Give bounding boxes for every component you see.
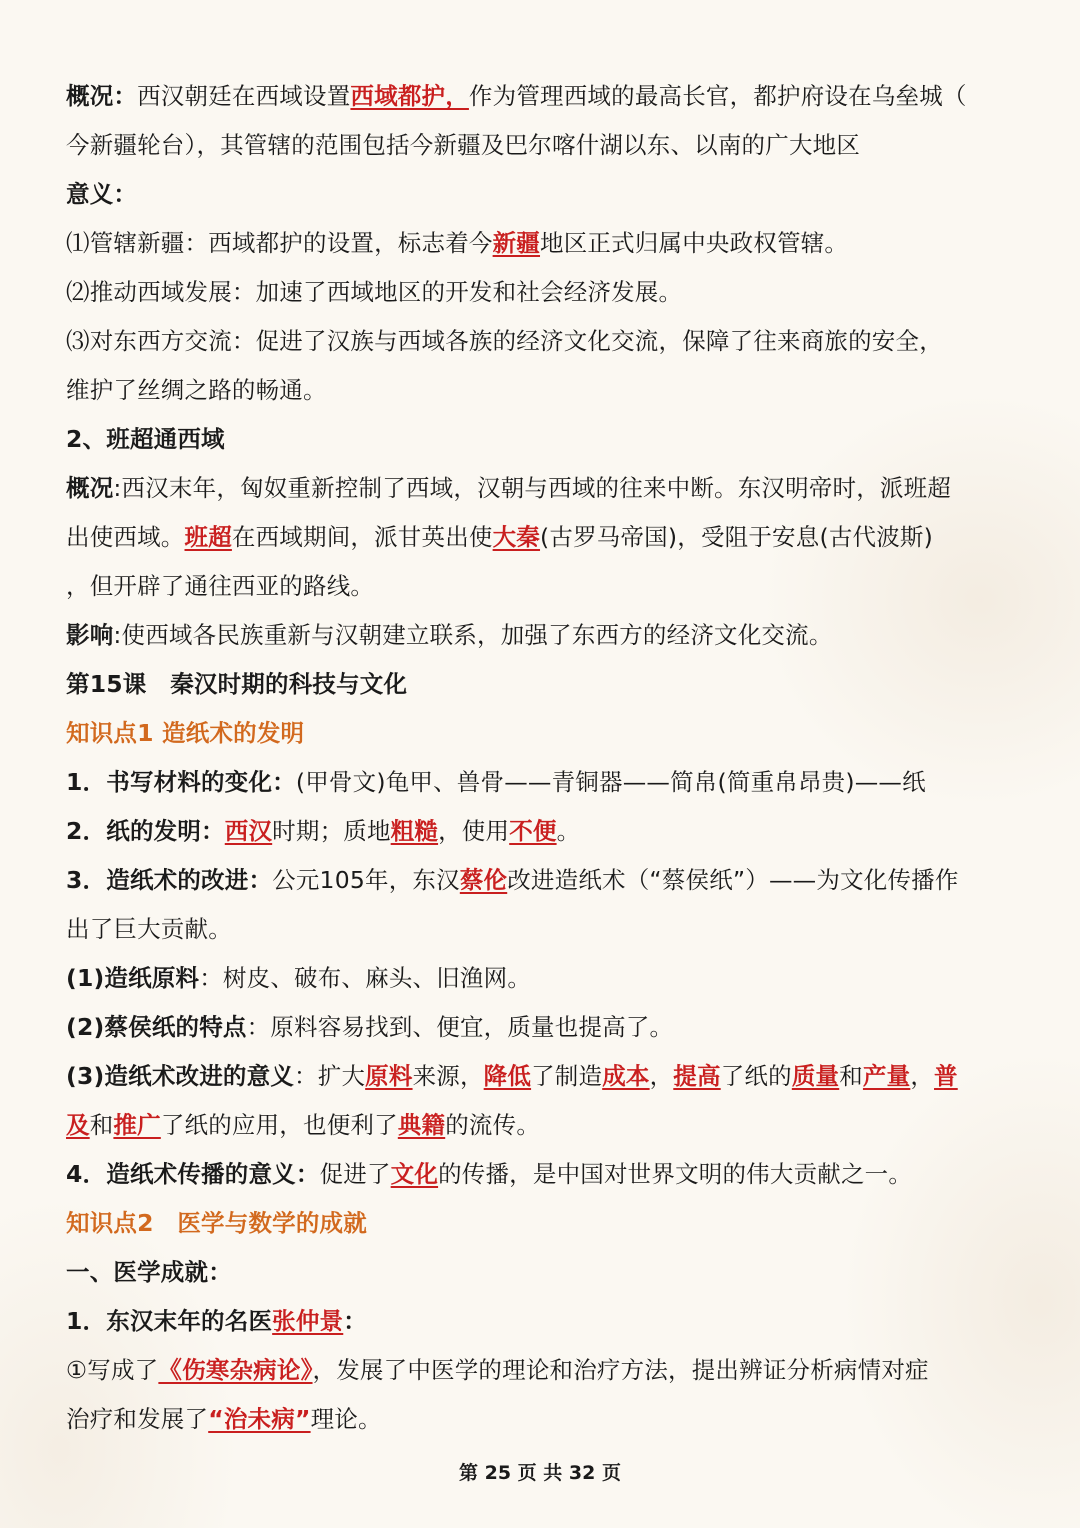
bold-label: 一、医学成就： (66, 1258, 232, 1286)
bold-label: 1．东汉末年的名医 (66, 1307, 273, 1335)
text-line (66, 807, 1026, 856)
page-footer: 第 25 页 共 32 页 (459, 1462, 621, 1484)
text-line (66, 1150, 1026, 1199)
text-segment: (甲骨文)龟甲、兽骨——青铜器——简帛(简重帛昂贵)——纸 (295, 768, 926, 796)
text-segment: 治疗和发展了 (66, 1405, 209, 1433)
text-segment: ， (649, 1062, 674, 1090)
highlight-keyword: 质量 (791, 1062, 840, 1090)
text-segment: 公元105年，东汉 (272, 866, 460, 894)
text-segment: 改进造纸术（“蔡侯纸”）——为文化传播作 (507, 866, 959, 894)
highlight-keyword: “治未病” (208, 1405, 311, 1433)
text-segment: 出使西域。 (66, 523, 185, 551)
text-segment: 时期；质地 (272, 817, 391, 845)
highlight-keyword: 西汉 (224, 817, 273, 845)
text-segment: 和 (839, 1062, 863, 1090)
bold-label: 1．书写材料的变化： (66, 768, 296, 796)
text-segment: 促进了 (319, 1160, 391, 1188)
text-segment: :西汉末年，匈奴重新控制了西域，汉朝与西域的往来中断。东汉明帝时，派班超 (113, 474, 952, 502)
text-segment: :使西域各民族重新与汉朝建立联系，加强了东西方的经济文化交流。 (113, 621, 833, 649)
text-line (66, 709, 1026, 758)
bold-label: 概况 (66, 474, 114, 502)
bold-label: (1)造纸原料 (66, 964, 200, 992)
text-line (66, 366, 1026, 415)
bold-label: 影响 (66, 621, 114, 649)
bold-label: 第15课 秦汉时期的科技与文化 (66, 670, 408, 698)
bold-label: 2、班超通西域 (66, 425, 225, 453)
text-segment: 理论。 (310, 1405, 382, 1433)
text-line (66, 905, 1026, 954)
highlight-keyword: 蔡伦 (459, 866, 508, 894)
text-segment: 作为管理西域的最高长官，都护府设在乌垒城（ (468, 82, 967, 110)
highlight-keyword: 及 (66, 1111, 90, 1139)
highlight-keyword: 不便 (509, 817, 557, 845)
text-segment: ⑶对东西方交流：促进了汉族与西域各族的经济文化交流，保障了往来商旅的安全， (66, 327, 943, 355)
text-segment: 维护了丝绸之路的畅通。 (66, 376, 327, 404)
text-line (66, 1003, 1026, 1052)
highlight-keyword: 成本 (602, 1062, 650, 1090)
text-line (66, 562, 1026, 611)
text-line (66, 219, 1026, 268)
bold-label: ： (343, 1307, 367, 1335)
text-segment: 地区正式归属中央政权管辖。 (540, 229, 849, 257)
text-segment: ①写成了 (66, 1356, 159, 1384)
text-segment: 了纸的 (720, 1062, 792, 1090)
highlight-keyword: 普 (934, 1062, 958, 1090)
text-segment: (古罗马帝国)，受阻于安息(古代波斯) (540, 523, 933, 551)
text-line (66, 1346, 1026, 1395)
text-segment: 的流传。 (445, 1111, 541, 1139)
text-line (66, 121, 1026, 170)
bold-label: 意义： (66, 180, 138, 208)
text-line (66, 1199, 1026, 1248)
text-line (66, 317, 1026, 366)
text-segment: 来源， (412, 1062, 484, 1090)
text-segment: ⑵推动西域发展：加速了西域地区的开发和社会经济发展。 (66, 278, 683, 306)
text-segment: ：树皮、破布、麻头、旧渔网。 (199, 964, 532, 992)
text-line (66, 1395, 1026, 1444)
text-segment: ：扩大 (294, 1062, 366, 1090)
bold-label: 2．纸的发明： (66, 817, 225, 845)
highlight-keyword: 原料 (365, 1062, 413, 1090)
text-line (66, 464, 1026, 513)
text-segment: 。 (556, 817, 581, 845)
bold-label: 4．造纸术传播的意义： (66, 1160, 320, 1188)
highlight-keyword: 提高 (673, 1062, 721, 1090)
text-segment: ，发展了中医学的理论和治疗方法，提出辨证分析病情对症 (312, 1356, 929, 1384)
text-line (66, 954, 1026, 1003)
text-segment: ，使用 (438, 817, 510, 845)
highlight-keyword: 新疆 (492, 229, 541, 257)
highlight-keyword: 西域都护， (350, 82, 469, 110)
text-segment: 在西域期间，派甘英出使 (231, 523, 493, 551)
text-line (66, 1101, 1026, 1150)
highlight-keyword: 产量 (862, 1062, 911, 1090)
section-heading: 知识点2 医学与数学的成就 (66, 1209, 367, 1237)
text-line (66, 856, 1026, 905)
text-segment: ：原料容易找到、便宜，质量也提高了。 (246, 1013, 674, 1041)
highlight-keyword: 大秦 (492, 523, 541, 551)
text-segment: 的传播，是中国对世界文明的伟大贡献之一。 (438, 1160, 913, 1188)
text-segment: 出了巨大贡献。 (66, 915, 232, 943)
text-line (66, 268, 1026, 317)
text-line (66, 758, 1026, 807)
highlight-keyword: 文化 (390, 1160, 439, 1188)
highlight-keyword: 张仲景 (272, 1307, 344, 1335)
highlight-keyword: 降低 (483, 1062, 532, 1090)
highlight-keyword: 粗糙 (390, 817, 439, 845)
text-line (66, 611, 1026, 660)
highlight-keyword: 《伤寒杂病论》 (158, 1356, 313, 1384)
text-segment: 了纸的应用，也便利了 (160, 1111, 398, 1139)
bold-label: (3)造纸术改进的意义 (66, 1062, 295, 1090)
text-line (66, 72, 1026, 121)
highlight-keyword: 推广 (113, 1111, 161, 1139)
bold-label: 概况： (66, 82, 138, 110)
text-line (66, 660, 1026, 709)
document-body (66, 72, 1026, 1444)
text-segment: 今新疆轮台），其管辖的范围包括今新疆及巴尔喀什湖以东、以南的广大地区 (66, 131, 861, 159)
text-segment: 了制造 (531, 1062, 603, 1090)
highlight-keyword: 班超 (184, 523, 232, 551)
text-segment: ， (910, 1062, 935, 1090)
text-segment: ⑴管辖新疆：西域都护的设置，标志着今 (66, 229, 493, 257)
bold-label: (2)蔡侯纸的特点 (66, 1013, 247, 1041)
text-line (66, 170, 1026, 219)
text-segment: 西汉朝廷在西域设置 (137, 82, 351, 110)
text-line (66, 1052, 1026, 1101)
text-segment: 和 (89, 1111, 114, 1139)
section-heading: 知识点1 造纸术的发明 (66, 719, 305, 747)
text-line (66, 1248, 1026, 1297)
text-segment: ，但开辟了通往西亚的路线。 (66, 572, 375, 600)
text-line (66, 415, 1026, 464)
text-line (66, 1297, 1026, 1346)
text-line (66, 513, 1026, 562)
bold-label: 3．造纸术的改进： (66, 866, 273, 894)
highlight-keyword: 典籍 (397, 1111, 446, 1139)
